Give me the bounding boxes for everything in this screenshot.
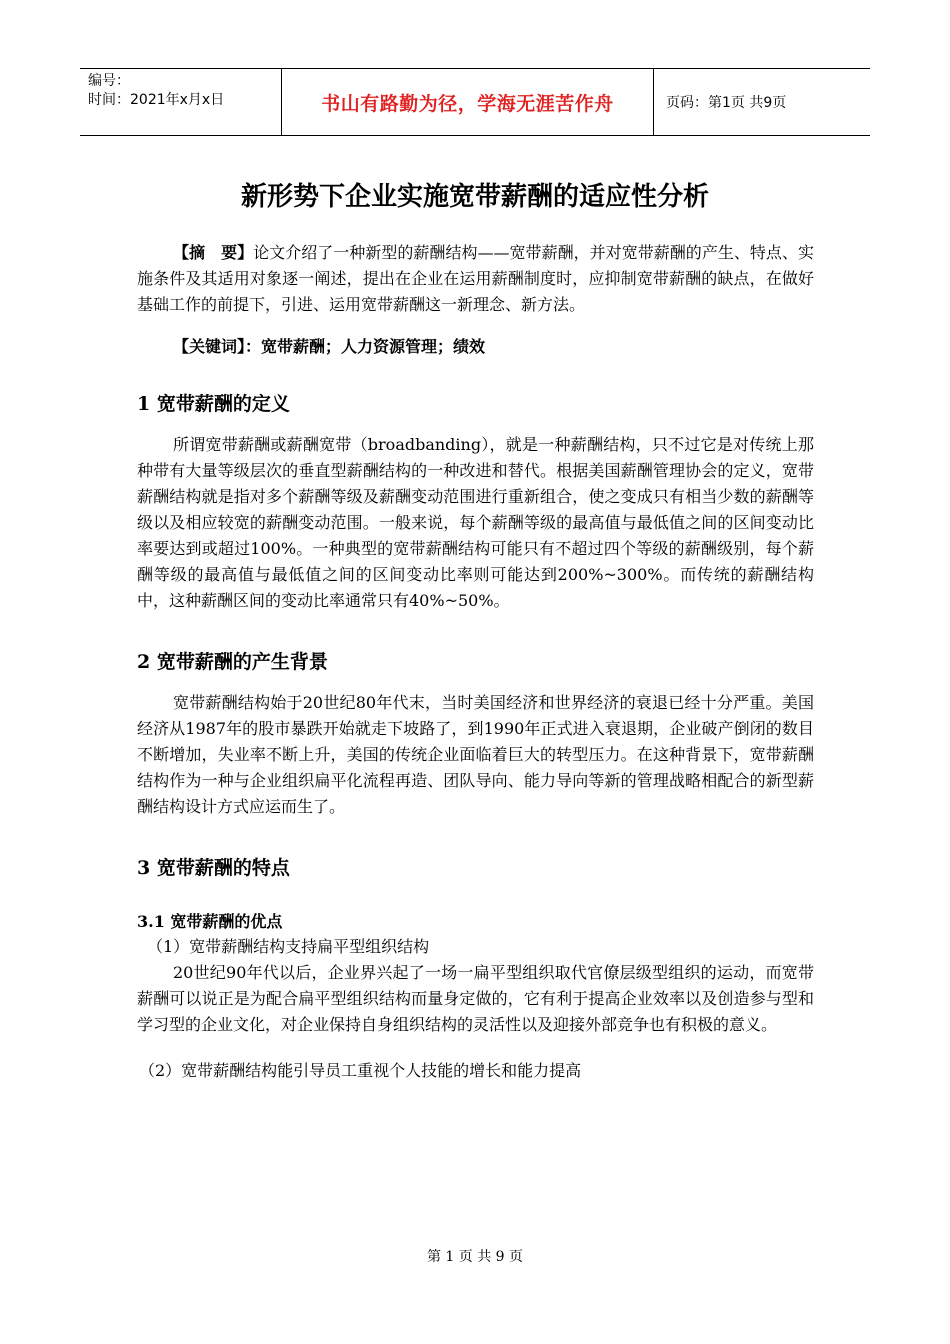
date-label: 时间：2021年x月x日 [88, 92, 225, 108]
section-3-1-heading: 3.1 宽带薪酬的优点 [137, 912, 283, 931]
document-header [80, 68, 870, 136]
list-item-1: （1）宽带薪酬结构支持扁平型组织结构 [147, 937, 430, 956]
abstract-text: 论文介绍了一种新型的薪酬结构——宽带薪酬，并对宽带薪酬的产生、特点、实施条件及其适用对象逐一阐述，提出在企业在运用薪酬制度时，应抑制宽带薪酬的缺点，在做好基础工作的前提下，引进、运用宽带薪酬这一新理念、新方法。 [137, 243, 814, 314]
abstract [137, 240, 814, 318]
section-2-paragraph: 宽带薪酬结构始于20世纪80年代末，当时美国经济和世界经济的衰退已经十分严重。美国经济从1987年的股市暴跌开始就走下坡路了，到1990年正式进入衰退期，企业破产倒闭的数目不断增加，失业率不断上升，美国的传统企业面临着巨大的转型压力。在这种背景下，宽带薪酬结构作为一种与企业组织扁平化流程再造、团队导向、能力导向等新的管理战略相配合的新型薪酬结构设计方式应运而生了。 [137, 693, 814, 816]
header-motto-cell [282, 69, 654, 135]
header-page-label: 页码：第1页 共9页 [666, 95, 787, 111]
keywords: 【关键词】：宽带薪酬；人力资源管理；绩效 [173, 337, 486, 356]
header-meta [80, 69, 282, 135]
page-footer: 第 1 页 共 9 页 [426, 1249, 524, 1265]
section-1-paragraph: 所谓宽带薪酬或薪酬宽带（broadbanding），就是一种薪酬结构，只不过它是对传统上那种带有大量等级层次的垂直型薪酬结构的一种改进和替代。根据美国薪酬管理协会的定义，宽带薪酬结构就是指对多个薪酬等级及薪酬变动范围进行重新组合，使之变成只有相当少数的薪酬等级以及相应较宽的薪酬变动范围。一般来说，每个薪酬等级的最高值与最低值之间的区间变动比率要达到或超过100%。一种典型的宽带薪酬结构可能只有不超过四个等级的薪酬级别，每个薪酬等级的最高值与最低值之间的区间变动比率则可能达到200%~300%。而传统的薪酬结构中，这种薪酬区间的变动比率通常只有40%~50%。 [137, 435, 814, 610]
list-item-2: （2）宽带薪酬结构能引导员工重视个人技能的增长和能力提高 [139, 1061, 582, 1080]
number-label: 编号： [88, 73, 130, 89]
document-body [137, 240, 814, 1084]
header-page-cell [654, 69, 870, 135]
section-3-heading: 3 宽带薪酬的特点 [137, 857, 290, 879]
header-motto: 书山有路勤为径，学海无涯苦作舟 [321, 92, 614, 115]
abstract-label: 【摘 要】 [173, 243, 254, 262]
section-1-heading: 1 宽带薪酬的定义 [137, 393, 290, 415]
list-item-1-paragraph: 20世纪90年代以后，企业界兴起了一场一扁平型组织取代官僚层级型组织的运动，而宽带薪酬可以说正是为配合扁平型组织结构而量身定做的，它有利于提高企业效率以及创造参与型和学习型的企业文化，对企业保持自身组织结构的灵活性以及迎接外部竞争也有积极的意义。 [137, 963, 814, 1034]
document-title: 新形势下企业实施宽带薪酬的适应性分析 [240, 182, 709, 212]
section-2-heading: 2 宽带薪酬的产生背景 [137, 651, 328, 673]
